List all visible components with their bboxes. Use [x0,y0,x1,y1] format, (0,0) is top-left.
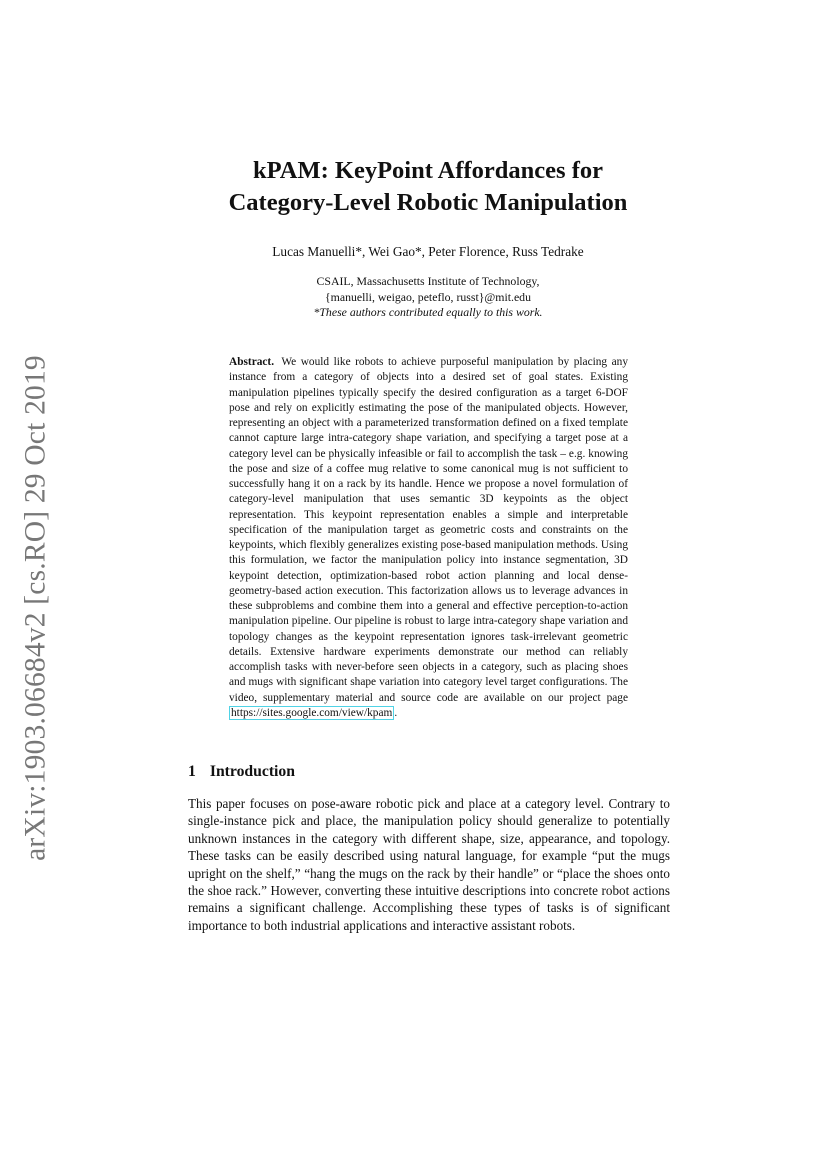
abstract-paragraph [229,355,628,721]
section-heading [188,762,295,782]
introduction-body [188,795,670,934]
arxiv-identifier-stamp: arXiv:1903.06684v2 [cs.RO] 29 Oct 2019 [19,355,52,861]
paper-title-line-1: kPAM: KeyPoint Affordances for [253,157,603,184]
paper-title-line-2: Category-Level Robotic Manipulation [228,189,628,216]
abstract-end-period: . [394,706,398,719]
abstract [229,355,628,721]
introduction-paragraph: This paper focuses on pose-aware robotic pick and place at a category level. Contrary to single-instance pick and place, the manipulation policy should generalize to potentially unknown instances in the category with different shape, size, appearance, and topology. These tasks can be easily described using natural language, for example “put the mugs upright on the shelf,” “hang the mugs on the rack by their handle” or “place the shoes onto the shoe rack.” However, converting these intuitive descriptions into concrete robot actions remains a significant challenge. Accomplishing these types of tasks is of significant importance to both industrial applications and interactive assistant robots. [188,796,670,933]
section-number: 1 [188,763,196,780]
author-list: Lucas Manuelli*, Wei Gao*, Peter Florence, Russ Tedrake [272,244,584,259]
paper-title [0,155,828,219]
abstract-body: We would like robots to achieve purposeful manipulation by placing any instance from a category of objects into a desired set of goal states. Existing manipulation pipelines typically specify the desired configuration as a target 6-DOF pose and rely on explicitly estimating the pose of the manipulated objects. However, representing an object with a parameterized transformation defined on a fixed template cannot capture large intra-category shape variation, and specifying a target pose at a category level can be physically infeasible or fail to accomplish the task – e.g. knowing the pose and size of a coffee mug relative to some canonical mug is not sufficient to successfully hang it on a rack by its handle. Hence we propose a novel formulation of category-level manipulation that uses semantic 3D keypoints as the object representation. This keypoint representation enables a simple and interpretable specification of the manipulation target as geometric costs and constraints on the keypoints, which flexibly generalizes existing pose-based manipulation methods. Using this formulation, we factor the manipulation policy into instance segmentation, 3D keypoint detection, optimization-based robot action planning and local dense-geometry-based action execution. This factorization allows us to leverage advances in these subproblems and combine them into a general and effective perception-to-action manipulation pipeline. Our pipeline is robust to large intra-category shape variation and topology changes as the keypoint representation ignores task-irrelevant geometric details. Extensive hardware experiments demonstrate our method can reliably accomplish tasks with never-before seen objects in a category, such as placing shoes and mugs with significant shape variation into category level target configurations. The video, supplementary material and source code are available on our project page [229,356,628,704]
affiliation-institution: CSAIL, Massachusetts Institute of Technology, [316,274,540,288]
abstract-label: Abstract. [229,356,275,368]
equal-contribution-note: *These authors contributed equally to this work. [313,305,543,319]
project-page-link[interactable]: https://sites.google.com/view/kpam [231,706,393,719]
affiliation-block [0,274,828,321]
affiliation-emails: {manuelli, weigao, peteflo, russt}@mit.edu [325,289,531,304]
section-title: Introduction [209,763,295,780]
